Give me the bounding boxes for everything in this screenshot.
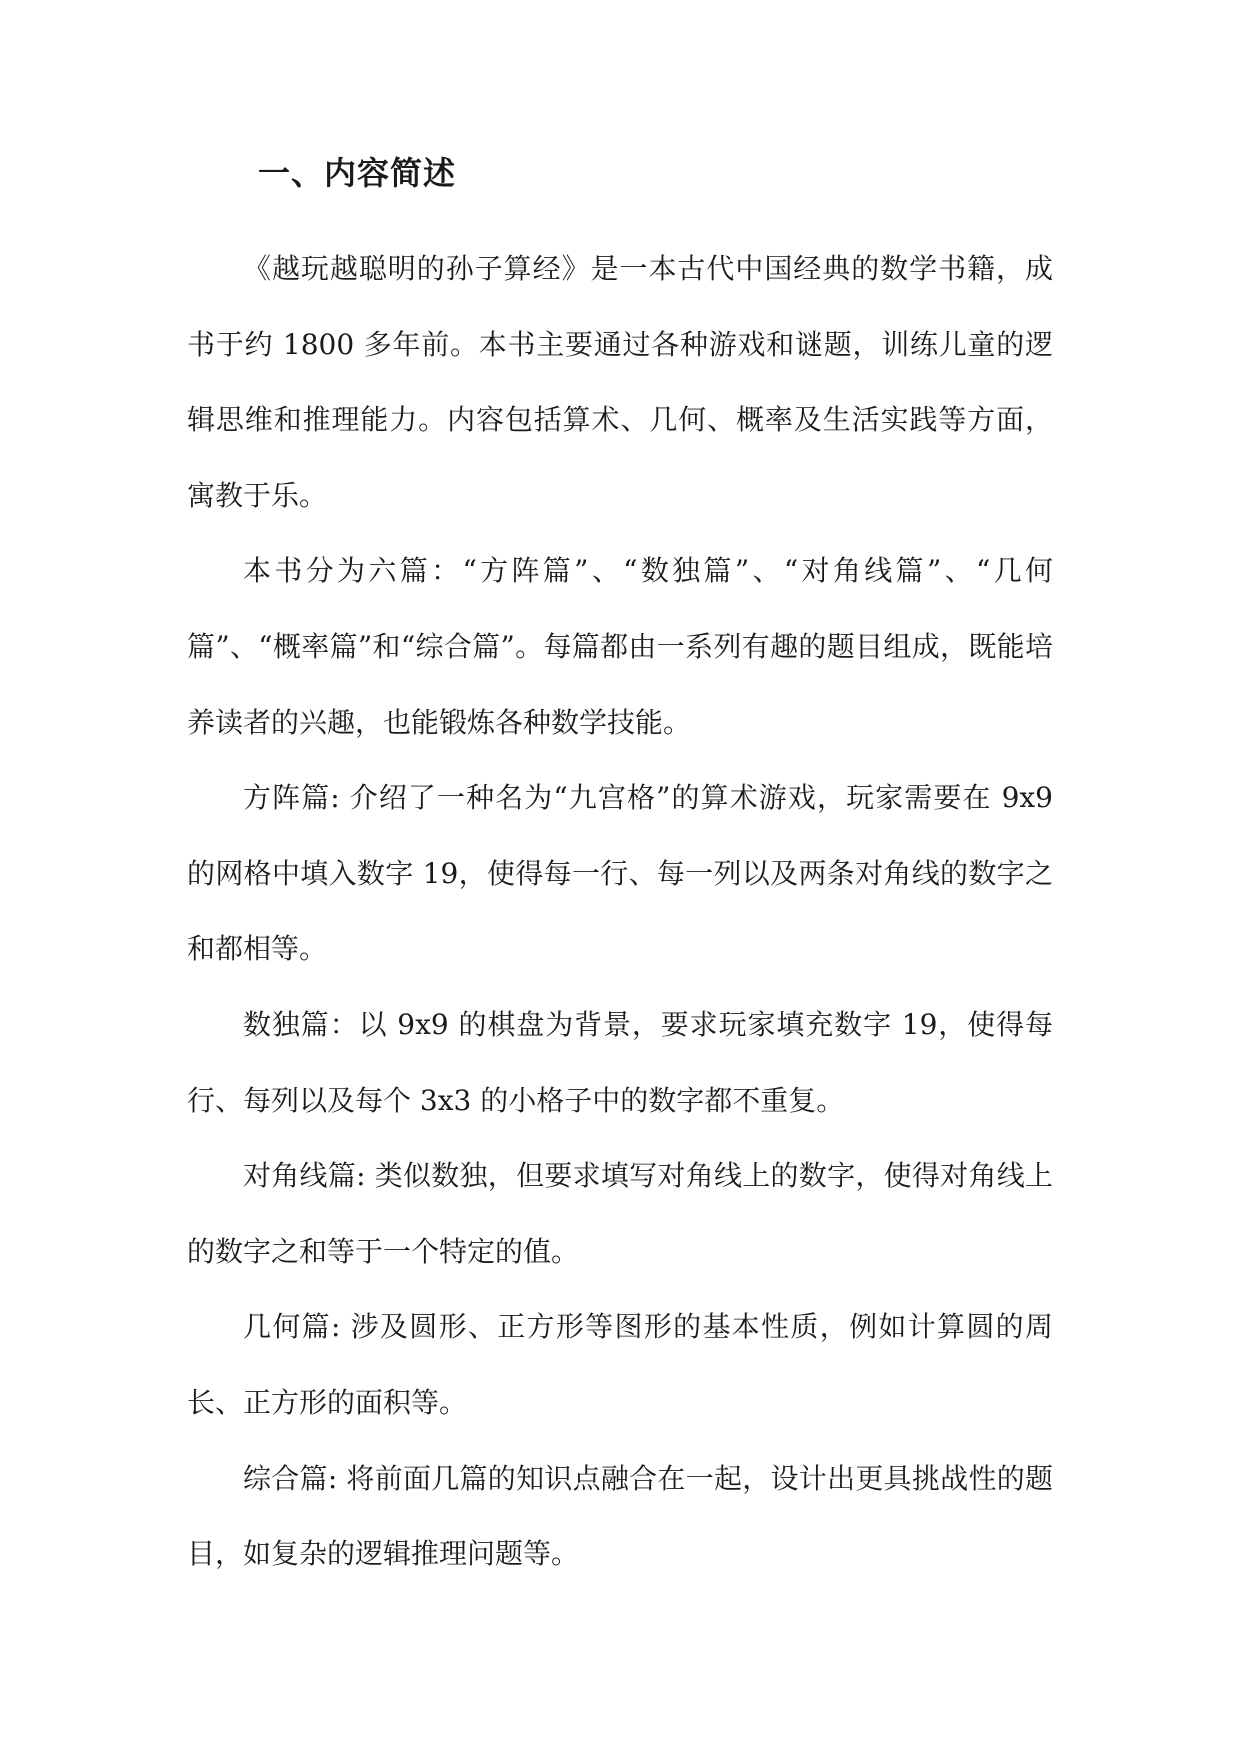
paragraph-sections-overview: 本书分为六篇：“方阵篇”、“数独篇”、“对角线篇”、“几何篇”、“概率篇”和“综合篇”。每篇都由一系列有趣的题目组成，既能培养读者的兴趣，也能锻炼各种数学技能。 [187, 554, 1053, 739]
section-heading: 一、内容简述 [258, 154, 457, 192]
paragraph-comprehensive-chapter: 综合篇: 将前面几篇的知识点融合在一起，设计出更具挑战性的题目，如复杂的逻辑推理问题等。 [187, 1461, 1053, 1571]
paragraph-diagonal-chapter: 对角线篇: 类似数独，但要求填写对角线上的数字，使得对角线上的数字之和等于一个特定的值。 [187, 1159, 1053, 1268]
paragraph-geometry-chapter: 几何篇: 涉及圆形、正方形等图形的基本性质，例如计算圆的周长、正方形的面积等。 [187, 1310, 1053, 1419]
document-body [187, 231, 1053, 1592]
paragraph-matrix-chapter: 方阵篇: 介绍了一种名为“九宫格”的算术游戏，玩家需要在 9x9 的网格中填入数字 19，使得每一行、每一列以及两条对角线的数字之和都相等。 [187, 781, 1053, 966]
paragraph-sudoku-chapter: 数独篇：以 9x9 的棋盘为背景，要求玩家填充数字 19，使得每行、每列以及每个 3x3 的小格子中的数字都不重复。 [187, 1007, 1053, 1117]
paragraph-intro: 《越玩越聪明的孙子算经》是一本古代中国经典的数学书籍，成书于约 1800 多年前。本书主要通过各种游戏和谜题，训练儿童的逻辑思维和推理能力。内容包括算术、几何、概率及生活实践等方面，寓教于乐。 [187, 252, 1053, 512]
